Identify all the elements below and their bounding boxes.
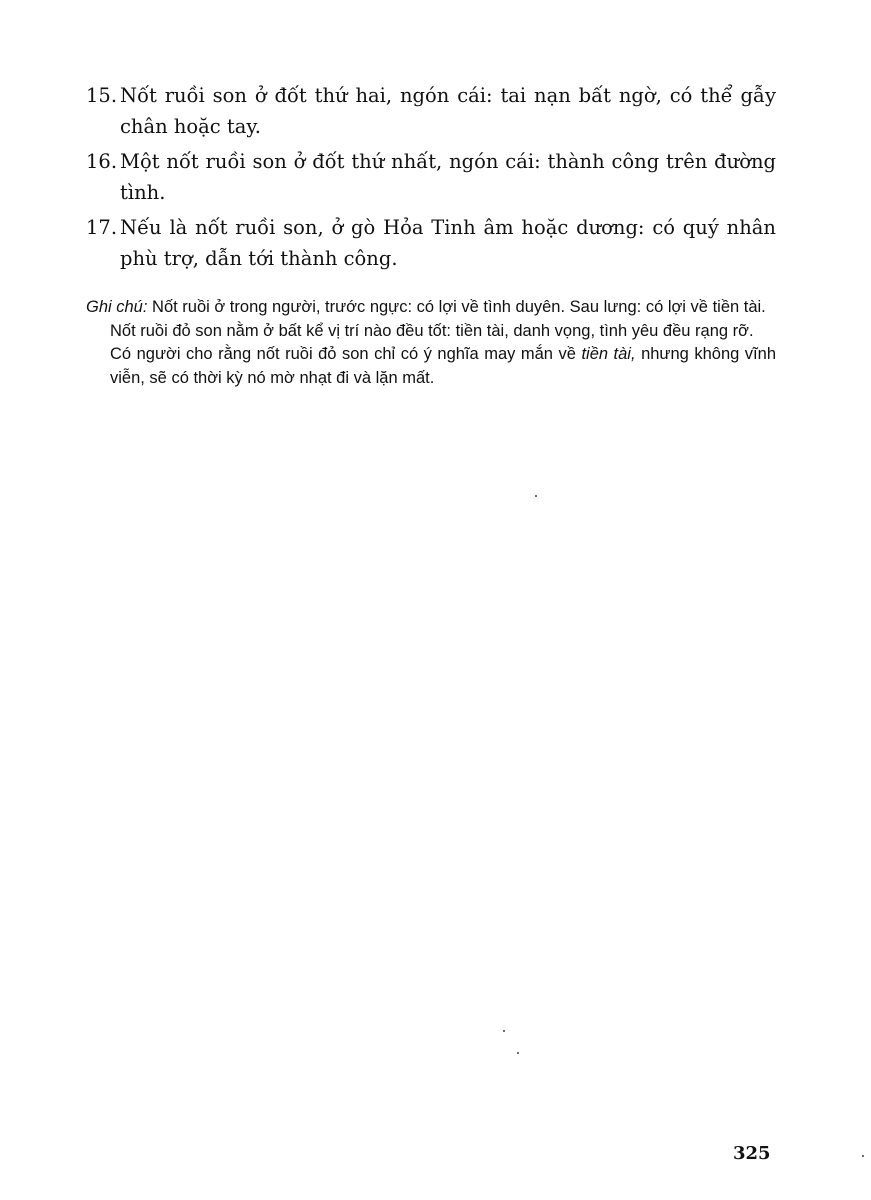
item-text: Nếu là nốt ruồi son, ở gò Hỏa Tinh âm hoặc dương: có quý nhân phù trợ, dẫn tới thành công. [120,216,776,270]
note-block [86,296,776,390]
note-text: Nốt ruồi ở trong người, trước ngực: có lợi về tình duyên. Sau lưng: có lợi về tiền tài. [152,298,766,316]
note-paragraph: Nốt ruồi đỏ son nằm ở bất kể vị trí nào đều tốt: tiền tài, danh vọng, tình yêu đều rạng rỡ. [110,321,754,340]
note-emphasis: tiền tài, [581,345,636,363]
scan-speck [862,1155,864,1157]
list-item [86,146,776,208]
scan-speck [535,495,537,497]
item-text: Một nốt ruồi son ở đốt thứ nhất, ngón cái: thành công trên đường tình. [120,150,776,204]
item-text: Nốt ruồi son ở đốt thứ hai, ngón cái: tai nạn bất ngờ, có thể gẫy chân hoặc tay. [120,84,776,138]
item-number: 17. [86,216,118,239]
item-number: 15. [86,84,118,107]
scan-speck [517,1052,519,1054]
note-text: nhưng không vĩnh viễn, sẽ có thời kỳ nó mờ nhạt đi và lặn mất. [110,345,776,387]
list-item [86,212,776,274]
note-label: Ghi chú: [86,298,148,316]
scan-speck [503,1030,505,1032]
note-text: Có người cho rằng nốt ruồi đỏ son chỉ có ý nghĩa may mắn về [110,345,582,363]
numbered-list [86,80,776,278]
note-paragraph [86,296,776,320]
item-number: 16. [86,150,118,173]
note-paragraph [86,343,776,390]
list-item [86,80,776,142]
page-number: 325 [733,1143,771,1164]
